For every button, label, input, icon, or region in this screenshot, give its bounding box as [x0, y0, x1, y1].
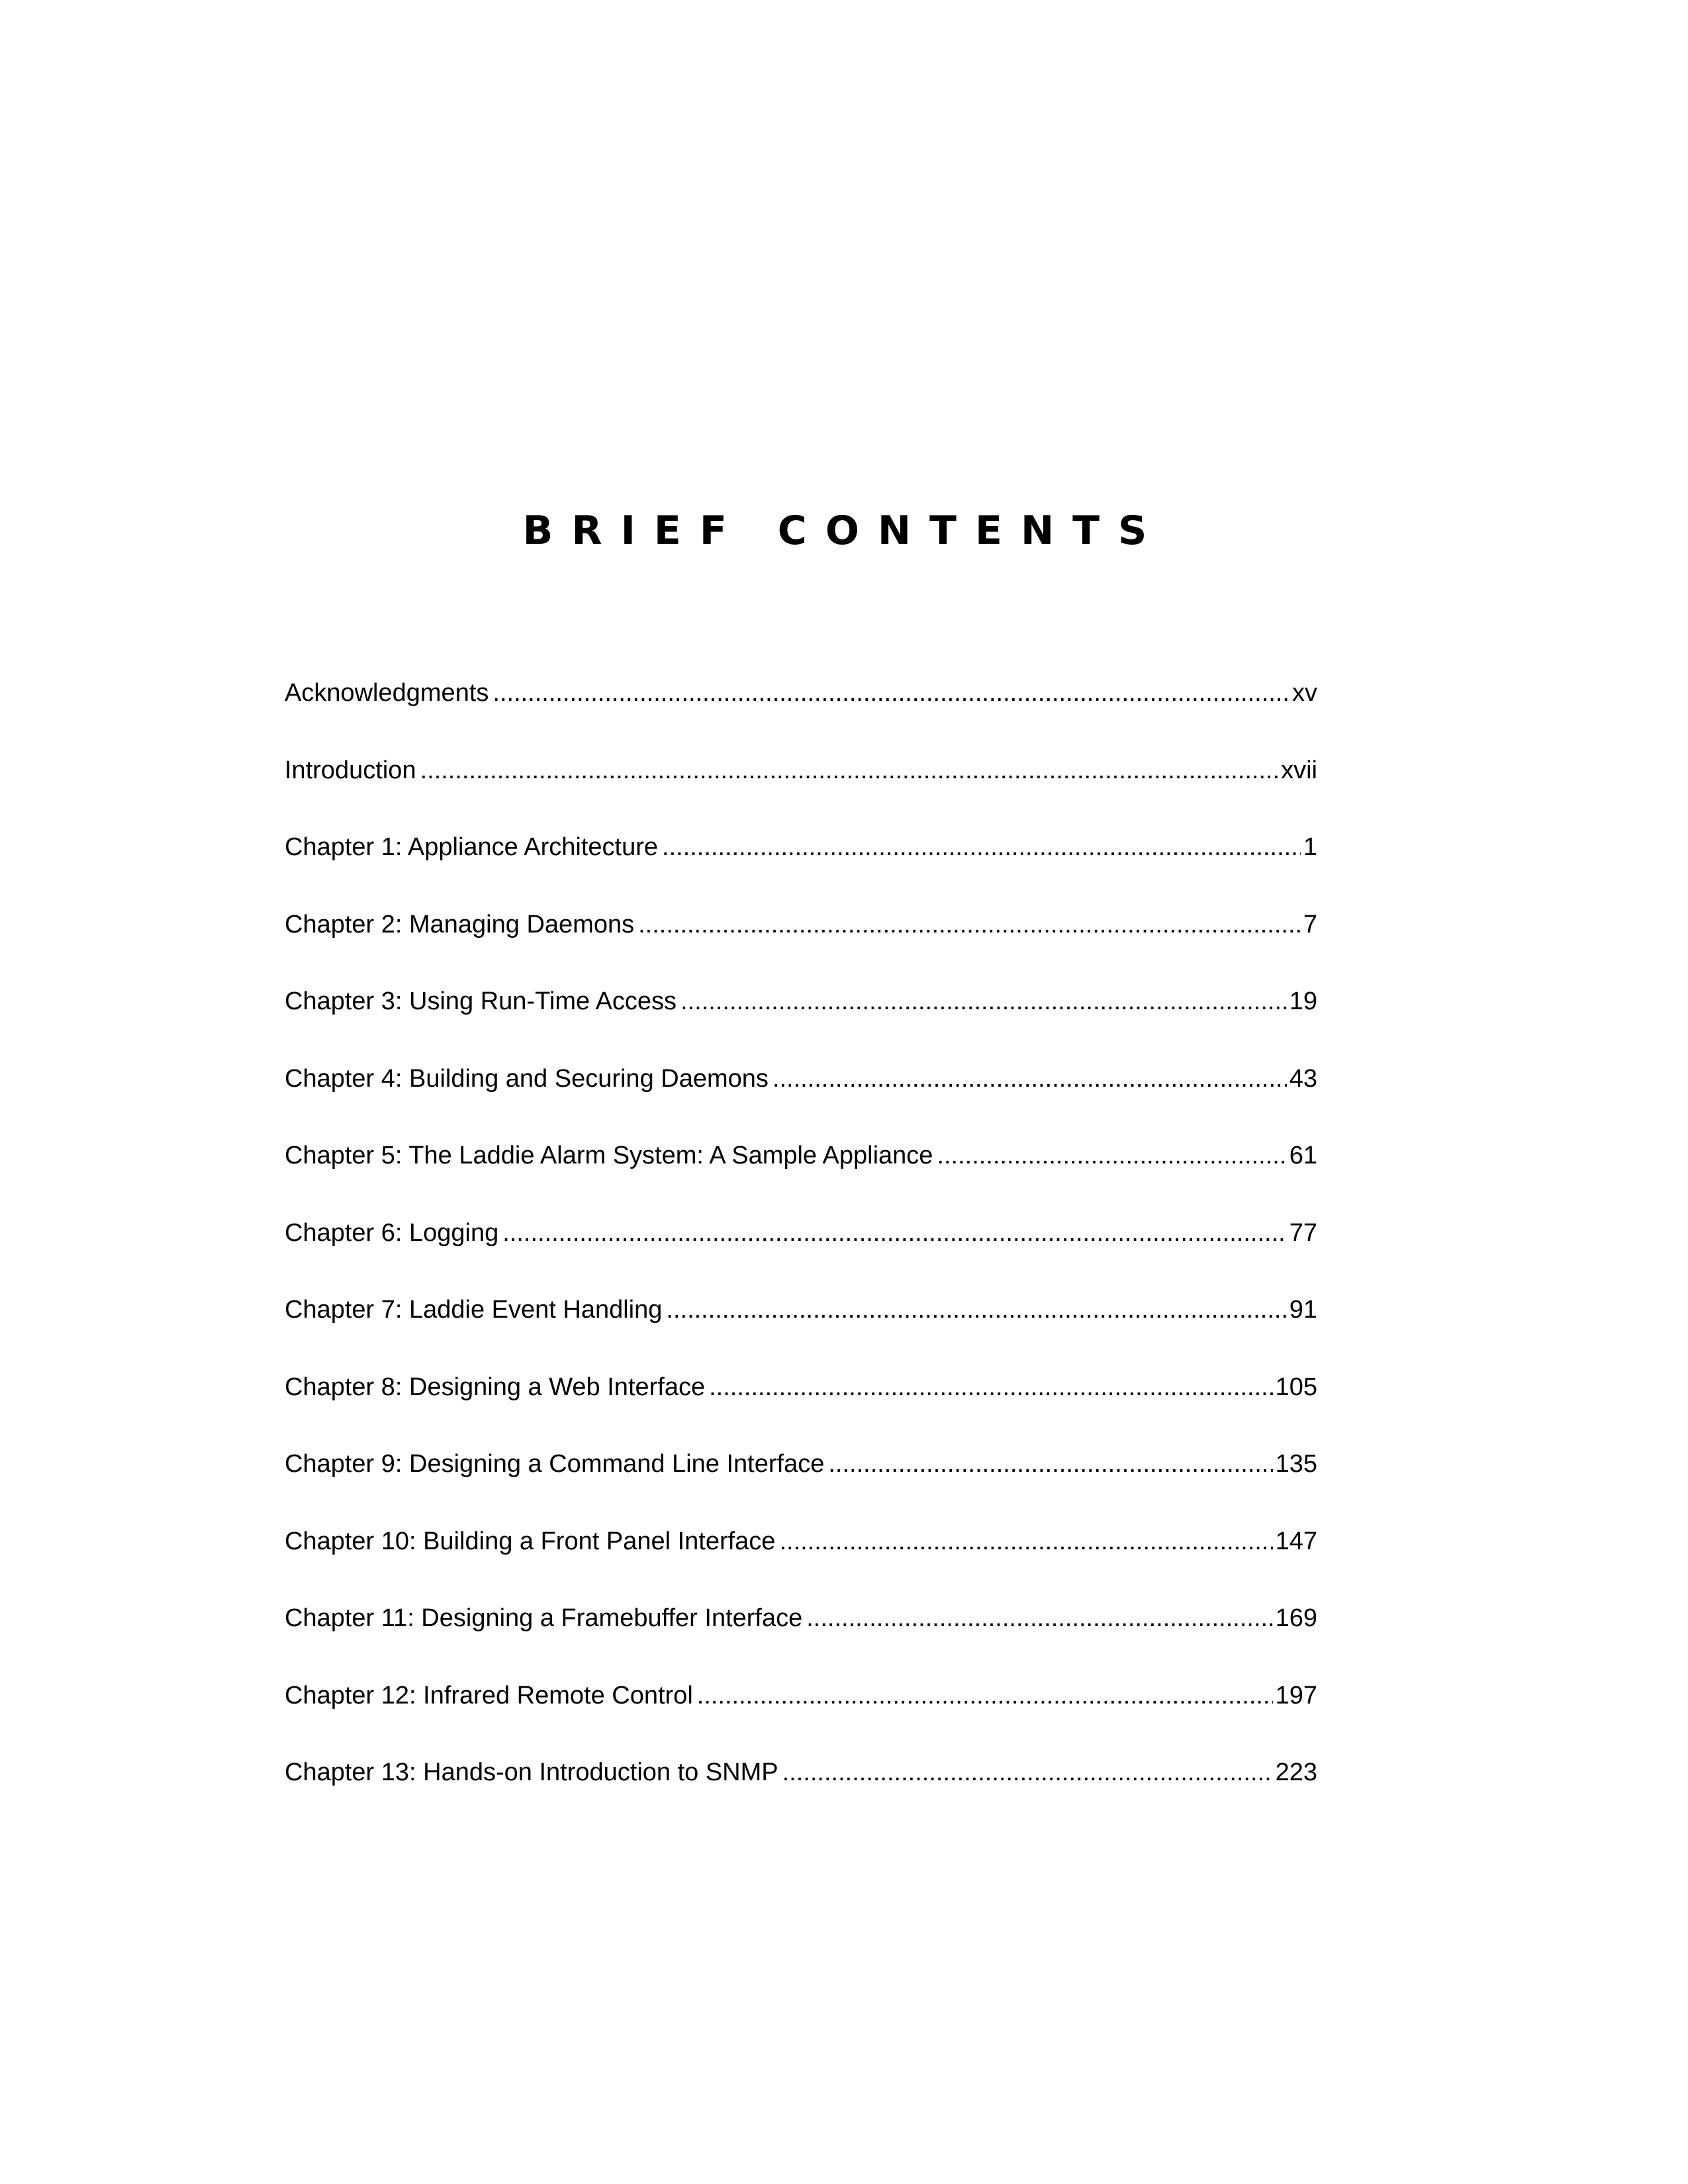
dot-leader — [828, 1447, 1272, 1480]
toc-entry-label: Chapter 7: Laddie Event Handling — [285, 1296, 663, 1324]
toc-entry-label: Introduction — [285, 756, 416, 784]
dot-leader — [937, 1139, 1286, 1172]
dot-leader — [709, 1371, 1272, 1404]
toc-entry-label: Acknowledgments — [285, 679, 489, 707]
toc-entry-page: 105 — [1275, 1373, 1317, 1401]
toc-entry-page: 135 — [1275, 1450, 1317, 1478]
dot-leader — [782, 1756, 1273, 1789]
toc-entry-chapter-7[interactable] — [285, 1293, 1317, 1371]
toc-entry-chapter-8[interactable] — [285, 1371, 1317, 1448]
toc-entry-page: 223 — [1275, 1758, 1317, 1786]
toc-entry-page: xvii — [1281, 756, 1317, 784]
toc-entry-chapter-1[interactable] — [285, 831, 1317, 908]
dot-leader — [502, 1216, 1286, 1250]
toc-entry-page: 43 — [1289, 1064, 1317, 1093]
toc-entry-label: Chapter 6: Logging — [285, 1218, 499, 1247]
dot-leader — [638, 908, 1301, 941]
toc-entry-chapter-6[interactable] — [285, 1216, 1317, 1294]
toc-entry-page: 91 — [1289, 1296, 1317, 1324]
dot-leader — [697, 1679, 1273, 1712]
toc-entry-label: Chapter 4: Building and Securing Daemons — [285, 1064, 769, 1093]
toc-entry-label: Chapter 13: Hands-on Introduction to SNMP — [285, 1758, 778, 1786]
toc-entry-chapter-10[interactable] — [285, 1525, 1317, 1602]
toc-entry-label: Chapter 5: The Laddie Alarm System: A Sample Appliance — [285, 1142, 933, 1169]
toc-entry-page: 1 — [1303, 833, 1317, 861]
toc-entry-chapter-13[interactable] — [285, 1756, 1317, 1833]
dot-leader — [680, 985, 1287, 1018]
toc-entry-chapter-9[interactable] — [285, 1447, 1317, 1525]
toc-entry-page: 19 — [1289, 987, 1317, 1015]
toc-entry-acknowledgments[interactable] — [285, 676, 1317, 754]
toc-entry-introduction[interactable] — [285, 754, 1317, 831]
dot-leader — [773, 1062, 1287, 1095]
toc-entry-page: 147 — [1275, 1527, 1317, 1555]
toc-entry-label: Chapter 9: Designing a Command Line Interface — [285, 1450, 825, 1478]
toc-entry-label: Chapter 11: Designing a Framebuffer Interface — [285, 1604, 803, 1632]
toc-entry-chapter-12[interactable] — [285, 1679, 1317, 1756]
toc-entry-chapter-3[interactable] — [285, 985, 1317, 1062]
toc-entry-label: Chapter 2: Managing Daemons — [285, 910, 635, 938]
toc-entry-chapter-4[interactable] — [285, 1062, 1317, 1140]
dot-leader — [662, 831, 1301, 864]
toc-entry-label: Chapter 1: Appliance Architecture — [285, 833, 659, 861]
toc-entry-page: xv — [1292, 679, 1317, 707]
dot-leader — [779, 1525, 1272, 1558]
toc-entry-label: Chapter 12: Infrared Remote Control — [285, 1681, 693, 1709]
toc-entry-label: Chapter 10: Building a Front Panel Interface — [285, 1527, 776, 1555]
dot-leader — [492, 676, 1289, 709]
table-of-contents — [285, 676, 1317, 1833]
toc-entry-label: Chapter 3: Using Run-Time Access — [285, 987, 677, 1015]
toc-entry-page: 7 — [1303, 910, 1317, 938]
dot-leader — [806, 1602, 1272, 1635]
toc-entry-chapter-11[interactable] — [285, 1602, 1317, 1679]
toc-entry-page: 169 — [1275, 1604, 1317, 1632]
toc-entry-page: 61 — [1289, 1142, 1317, 1169]
toc-entry-chapter-2[interactable] — [285, 908, 1317, 985]
toc-entry-chapter-5[interactable] — [285, 1139, 1317, 1216]
toc-entry-label: Chapter 8: Designing a Web Interface — [285, 1373, 706, 1401]
dot-leader — [420, 754, 1279, 787]
page-title: BRIEF CONTENTS — [522, 508, 1166, 554]
toc-entry-page: 77 — [1289, 1218, 1317, 1247]
toc-entry-page: 197 — [1275, 1681, 1317, 1709]
dot-leader — [666, 1293, 1286, 1326]
